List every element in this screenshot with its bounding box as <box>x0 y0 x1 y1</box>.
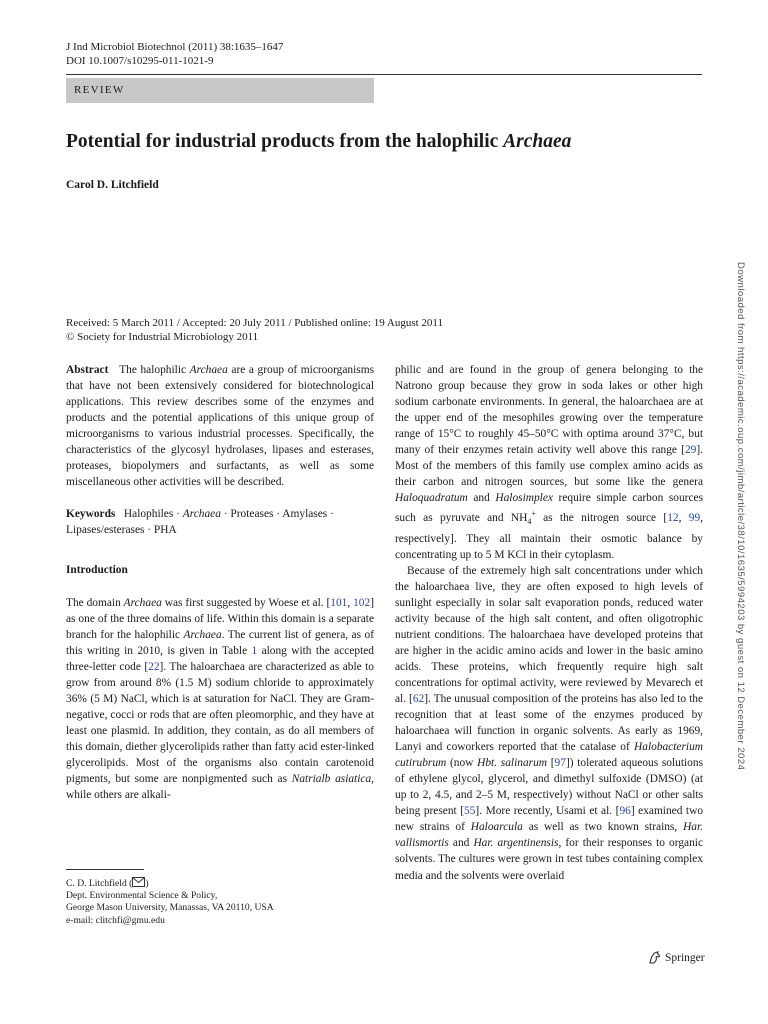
university: George Mason University, Manassas, VA 20110, USA <box>66 902 274 914</box>
keywords <box>66 506 374 538</box>
abstract-text-2: are a group of microorganisms that have not been extensively considered for biotechnological applications. This review describes some of the enzymes and products and the potential applications of this unique group of microorganisms to various industrial processes. Specifically, the characteristics of the glycosyl hydrolases, lipases and esterases, proteases, biopolymers and surfactants, as well as some miscellaneous other activities will be described. <box>66 364 374 489</box>
footnote-rule <box>66 869 144 870</box>
reference-link-55[interactable]: 55 <box>464 805 476 818</box>
footnote-name-line: C. D. Litchfield ( ) <box>66 878 149 889</box>
publisher-name: Springer <box>665 951 705 964</box>
author-email[interactable]: e-mail: clitchfi@gmu.edu <box>66 914 165 926</box>
abstract <box>66 362 374 490</box>
header-rule <box>66 74 702 75</box>
author-name: Carol D. Litchfield <box>66 179 159 191</box>
keywords-heading: Keywords <box>66 508 116 521</box>
abstract-text: The halophilic <box>119 364 190 376</box>
article-type-banner <box>66 78 374 103</box>
publication-dates <box>66 316 443 344</box>
body-paragraph-2: Because of the extremely high salt concentrations under which the haloarchaea live, they are often exposed to high levels of sunlight especially in solar salt evaporation ponds, reduced water activity because of the high salt content, and often oligotrophic nutrient conditions. The haloarchaea have developed proteins that are higher in the acidic amino acids and lower in the basic amino acids. These proteins, which frequently require high salt concentrations for optimal activity, were reviewed by Mevarech et al. [62]. The unusual composition of the proteins has also led to the recognition that at least some of the enzymes produced by haloarchaea will function in organic solvents. As early as 1969, Lanyi and coworkers reported that the catalase of Halobacterium cutirubrum (now Hbt. salinarum [97]) tolerated aqueous solutions of ethylene glycol, glycerol, and dimethyl sulfoxide (DMSO) (at up to 2, 4.5, and 2–5 M, respectively) without NaCl or other salts being present [55]. More recently, Usami et al. [96] examined two new strains of Haloarcula as well as two known strains, Har. vallismortis and Har. argentinensis, for their responses to organic solvents. The cultures were grown in test tubes containing complex media and the solvents were overlaid <box>395 564 704 882</box>
dates-line: Received: 5 March 2011 / Accepted: 20 July 2011 / Published online: 19 August 2011 <box>66 317 444 329</box>
reference-link-101[interactable]: 101 <box>330 596 348 609</box>
title-italic: Archaea <box>503 131 572 152</box>
left-column <box>66 362 374 803</box>
doi-line: DOI 10.1007/s10295-011-1021-9 <box>66 55 214 67</box>
title-text: Potential for industrial products from the halophilic <box>66 131 504 152</box>
copyright-line: © Society for Industrial Microbiology 2011 <box>66 331 259 343</box>
reference-link-99[interactable]: 99 <box>688 512 701 525</box>
body-paragraph-1: philic and are found in the group of genera belonging to the Natrono group because they grow in soda lakes or other high sodium carbonate environments. In general, the haloarchaea are at the upper end of the mesophiles growing over the temperature range of 15°C to roughly 45–50°C with optima around 37°C, but many of their enzymes retain activity well above this range [29]. Most of the members of this family use complex amino acids as their carbon and nitrogen sources, but some like the genera Haloquadratum and Halosimplex require simple carbon sources such as pyruvate and $NH_4^+$ as the nitrogen source [12, 99, respectively]. They all maintain their osmotic balance by concentrating up to 5 M KCl in their cytoplasm. <box>395 364 703 561</box>
download-watermark: Downloaded from https://academic.oup.com/jimb/article/38/10/1635/5994203 by guest on 12 December 2024 <box>735 262 746 771</box>
right-column <box>395 362 703 884</box>
reference-link-29[interactable]: 29 <box>684 444 697 457</box>
reference-link-62[interactable]: 62 <box>412 693 425 706</box>
keyword-italic: Archaea <box>182 508 221 521</box>
table-link-1[interactable]: 1 <box>251 644 258 657</box>
journal-citation <box>66 40 283 68</box>
abstract-heading: Abstract <box>66 364 109 376</box>
reference-link-12[interactable]: 12 <box>667 512 679 525</box>
article-title <box>66 130 571 154</box>
reference-link-102[interactable]: 102 <box>353 596 371 609</box>
introduction-heading: Introduction <box>66 564 128 577</box>
reference-link-97[interactable]: 97 <box>554 757 566 770</box>
springer-horse-icon <box>648 951 661 964</box>
keyword-text-2: · Proteases · Amylases · Lipases/esterases · PHA <box>66 508 334 537</box>
reference-link-96[interactable]: 96 <box>619 805 631 818</box>
abstract-italic: Archaea <box>189 364 228 376</box>
introduction-paragraph: The domain Archaea was first suggested by Woese et al. [101, 102] as one of the three domains of life. Within this domain is a separate branch for the halophilic Archaea. The current list of genera, as of this writing in 2010, is given in Table 1 along with the accepted three-letter code [22]. The haloarchaea are characterized as able to grow from around 8% (1.5 M) sodium chloride to approximately 36% (5 M) NaCl, which is at saturation for NaCl. They are Gram-negative, cocci or rods that are often pleomorphic, and they have at least one plasmid. In addition, they contain, as do all members of this domain, diether glycerolipids rather than fatty acid ester-linked glycerolipids. Most of the organisms also contain carotenoid pigments, but some are nonpigmented such as Natrialb asiatica, while others are alkali- <box>66 596 374 802</box>
keyword-text: Halophiles · <box>123 508 183 521</box>
department: Dept. Environmental Science & Policy, <box>66 890 218 902</box>
reference-link-22[interactable]: 22 <box>148 660 160 673</box>
envelope-icon <box>132 877 145 887</box>
article-type-label: REVIEW <box>74 84 125 96</box>
publisher-logo <box>648 951 705 964</box>
author-affiliation <box>66 877 274 927</box>
journal-line: J Ind Microbiol Biotechnol (2011) 38:1635–1647 <box>66 41 284 53</box>
